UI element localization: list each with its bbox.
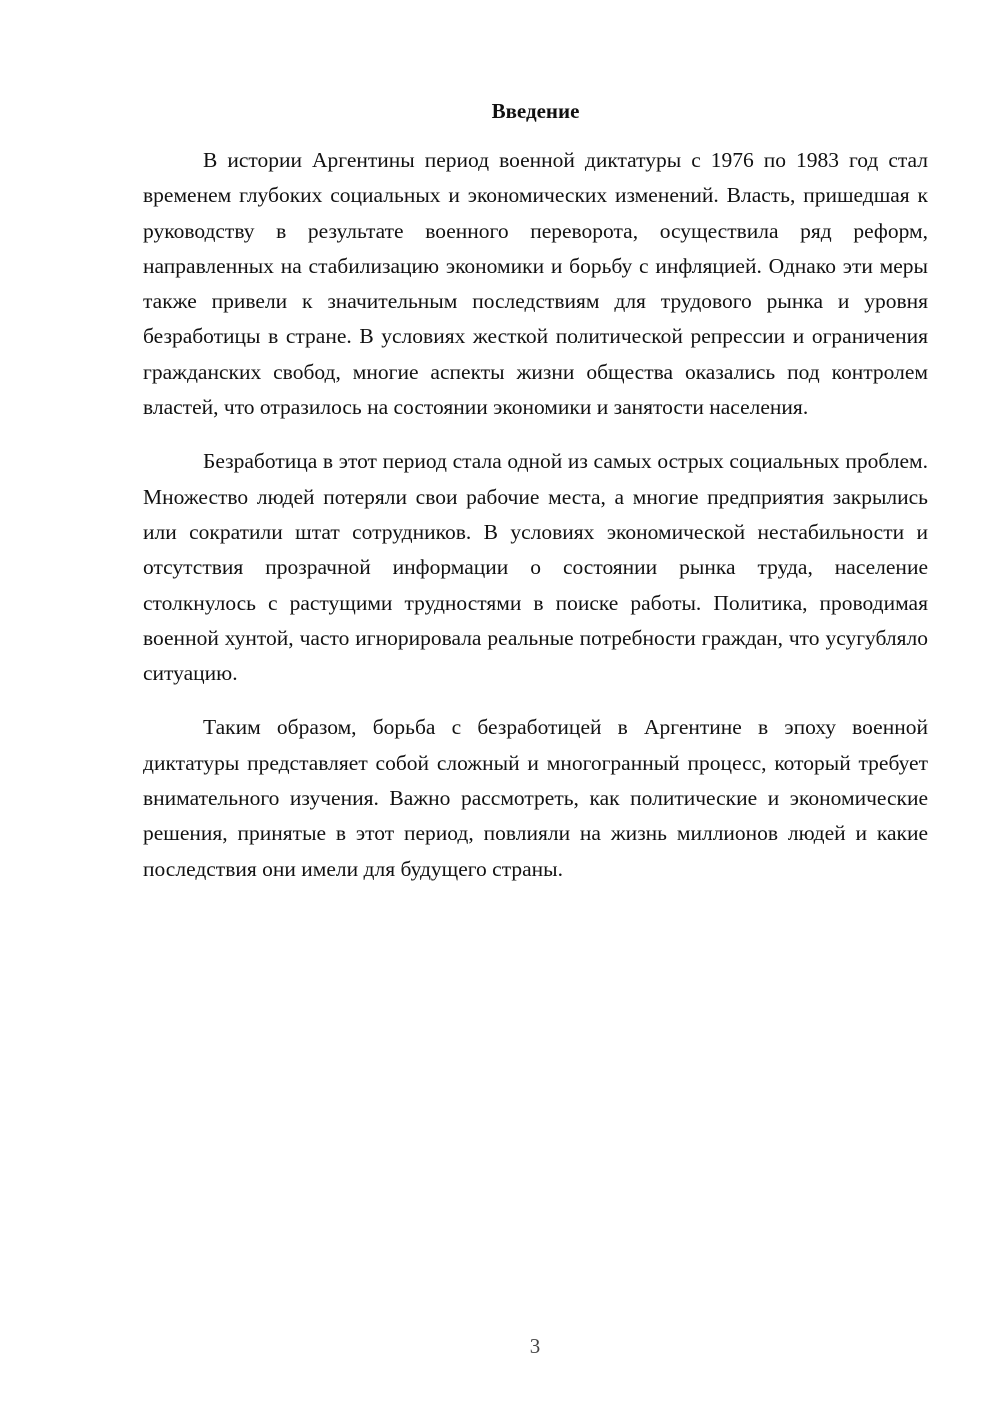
paragraph-1: В истории Аргентины период военной диктатуры с 1976 по 1983 год стал временем глубоких социальных и экономических изменений. Власть, пришедшая к руководству в результате военного переворота, осуществила ряд реформ, направленных на стабилизацию экономики и борьбу с инфляцией. Однако эти меры также привели к значительным последствиям для трудового рынка и уровня безработицы в стране. В условиях жесткой политической репрессии и ограничения гражданских свобод, многие аспекты жизни общества оказались под контролем властей, что отразилось на состоянии экономики и занятости населения. (143, 148, 928, 420)
paragraph-3: Таким образом, борьба с безработицей в Аргентине в эпоху военной диктатуры представляет собой сложный и многогранный процесс, который требует внимательного изучения. Важно рассмотреть, как политические и экономические решения, принятые в этот период, повлияли на жизнь миллионов людей и какие последствия они имели для будущего страны. (143, 715, 928, 881)
section-heading: Введение (491, 99, 580, 123)
page-number: 3 (529, 1334, 541, 1358)
paragraph-2: Безработица в этот период стала одной из самых острых социальных проблем. Множество людей потеряли свои рабочие места, а многие предприятия закрылись или сократили штат сотрудников. В условиях экономической нестабильности и отсутствия прозрачной информации о состоянии рынка труда, население столкнулось с растущими трудностями в поиске работы. Политика, проводимая военной хунтой, часто игнорировала реальные потребности граждан, что усугубляло ситуацию. (143, 449, 928, 686)
document-body (143, 143, 928, 906)
